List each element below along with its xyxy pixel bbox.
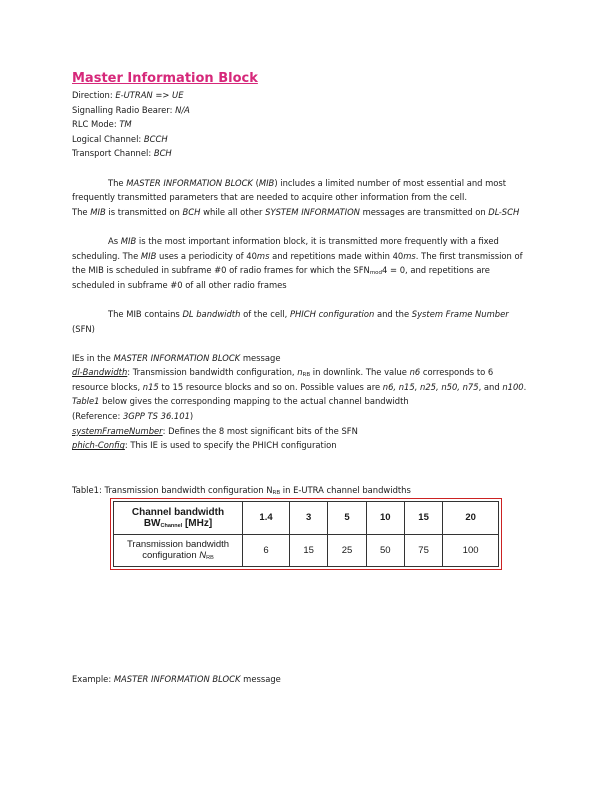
example-line: Example: MASTER INFORMATION BLOCK message xyxy=(72,674,281,684)
table-cell: 10 xyxy=(366,502,404,535)
bandwidth-table xyxy=(110,498,502,570)
table-cell: 50 xyxy=(366,534,404,567)
srb-value: N/A xyxy=(175,104,190,115)
mib-scheduling-paragraph: As MIB is the most important information block, it is transmitted more frequently with a fixed scheduling. The MIB uses a periodicity of 40ms and repetitions made within 40ms. The first transmission of the MIB is scheduled in subframe #0 of radio frames for which the $SFN_{mod}4 = 0$, and repetitions are scheduled in subframe #0 of all other radio frames xyxy=(72,235,523,290)
spacer xyxy=(72,292,532,307)
transport-channel-line xyxy=(72,146,532,161)
table-cell: 6 xyxy=(243,534,290,567)
table-cell: 15 xyxy=(404,502,442,535)
direction-value: E-UTRAN => UE xyxy=(115,90,184,100)
srb-label: Signalling Radio Bearer: xyxy=(72,104,176,115)
direction-line xyxy=(72,88,532,103)
dl-bandwidth-ie-name: dl-Bandwidth xyxy=(72,367,128,378)
table-cell: 15 xyxy=(290,534,328,567)
rlc-value: TM xyxy=(119,119,132,130)
logical-channel-value: BCCH xyxy=(143,133,168,144)
rlc-line xyxy=(72,117,532,132)
page-title: Master Information Block xyxy=(72,71,258,86)
spacer xyxy=(72,219,532,234)
table-cell: 20 xyxy=(443,502,499,535)
dl-bandwidth-ie: dl-Bandwidth: Transmission bandwidth configuration, $n_{RB}$ in downlink. The value n6 corresponds to 6 resource blocks, n15 to 15 resource blocks and so on. Possible values are n6, n15, n25, n50, n75, and n100. Table1 below gives the corresponding mapping to the actual channel bandwidth xyxy=(72,367,527,407)
logical-channel-line xyxy=(72,132,532,147)
table-cell: 3 xyxy=(290,502,328,535)
table-row xyxy=(114,502,499,535)
transport-channel-label: Transport Channel: xyxy=(72,148,154,159)
srb-line xyxy=(72,103,532,118)
table-cell: 100 xyxy=(443,534,499,567)
transport-channel-value: BCH xyxy=(153,148,172,159)
system-frame-number-ie-name: systemFrameNumber xyxy=(72,425,163,436)
phich-config-ie: phich-Config: This IE is used to specify the PHICH configuration xyxy=(72,440,337,451)
document-body xyxy=(72,70,532,453)
transmission-bandwidth-header: Transmission bandwidth configuration $N_{RB}$ xyxy=(114,534,243,567)
table-cell: 5 xyxy=(328,502,366,535)
logical-channel-label: Logical Channel: xyxy=(72,133,144,144)
mib-transport-paragraph: The MIB is transmitted on BCH while all other SYSTEM INFORMATION messages are transmitted on DL-SCH xyxy=(72,206,520,217)
table-cell: 1.4 xyxy=(243,502,290,535)
table-cell: 75 xyxy=(404,534,442,567)
reference-line: (Reference: 3GPP TS 36.101) xyxy=(72,411,194,422)
mib-description-paragraph: The MASTER INFORMATION BLOCK (MIB) includes a limited number of most essential and most frequently transmitted parameters that are needed to acquire other information from the cell. xyxy=(72,177,507,203)
direction-label: Direction: xyxy=(72,90,116,100)
table-cell: 25 xyxy=(328,534,366,567)
system-frame-number-ie: systemFrameNumber: Defines the 8 most significant bits of the SFN xyxy=(72,425,358,436)
rlc-label: RLC Mode: xyxy=(72,119,120,130)
spacer xyxy=(72,161,532,176)
table-row xyxy=(114,534,499,567)
mib-contents-paragraph: The MIB contains DL bandwidth of the cell, PHICH configuration and the System Frame Number (SFN) xyxy=(72,308,509,334)
table-caption: Table1: Transmission bandwidth configuration $N_{RB}$ in E-UTRA channel bandwidths xyxy=(72,485,411,496)
spacer xyxy=(72,336,532,351)
phich-config-ie-name: phich-Config xyxy=(72,440,125,451)
channel-bandwidth-header: Channel bandwidth $BW_{Channel}$ [MHz] xyxy=(114,502,243,535)
ies-intro: IEs in the MASTER INFORMATION BLOCK message xyxy=(72,352,281,363)
